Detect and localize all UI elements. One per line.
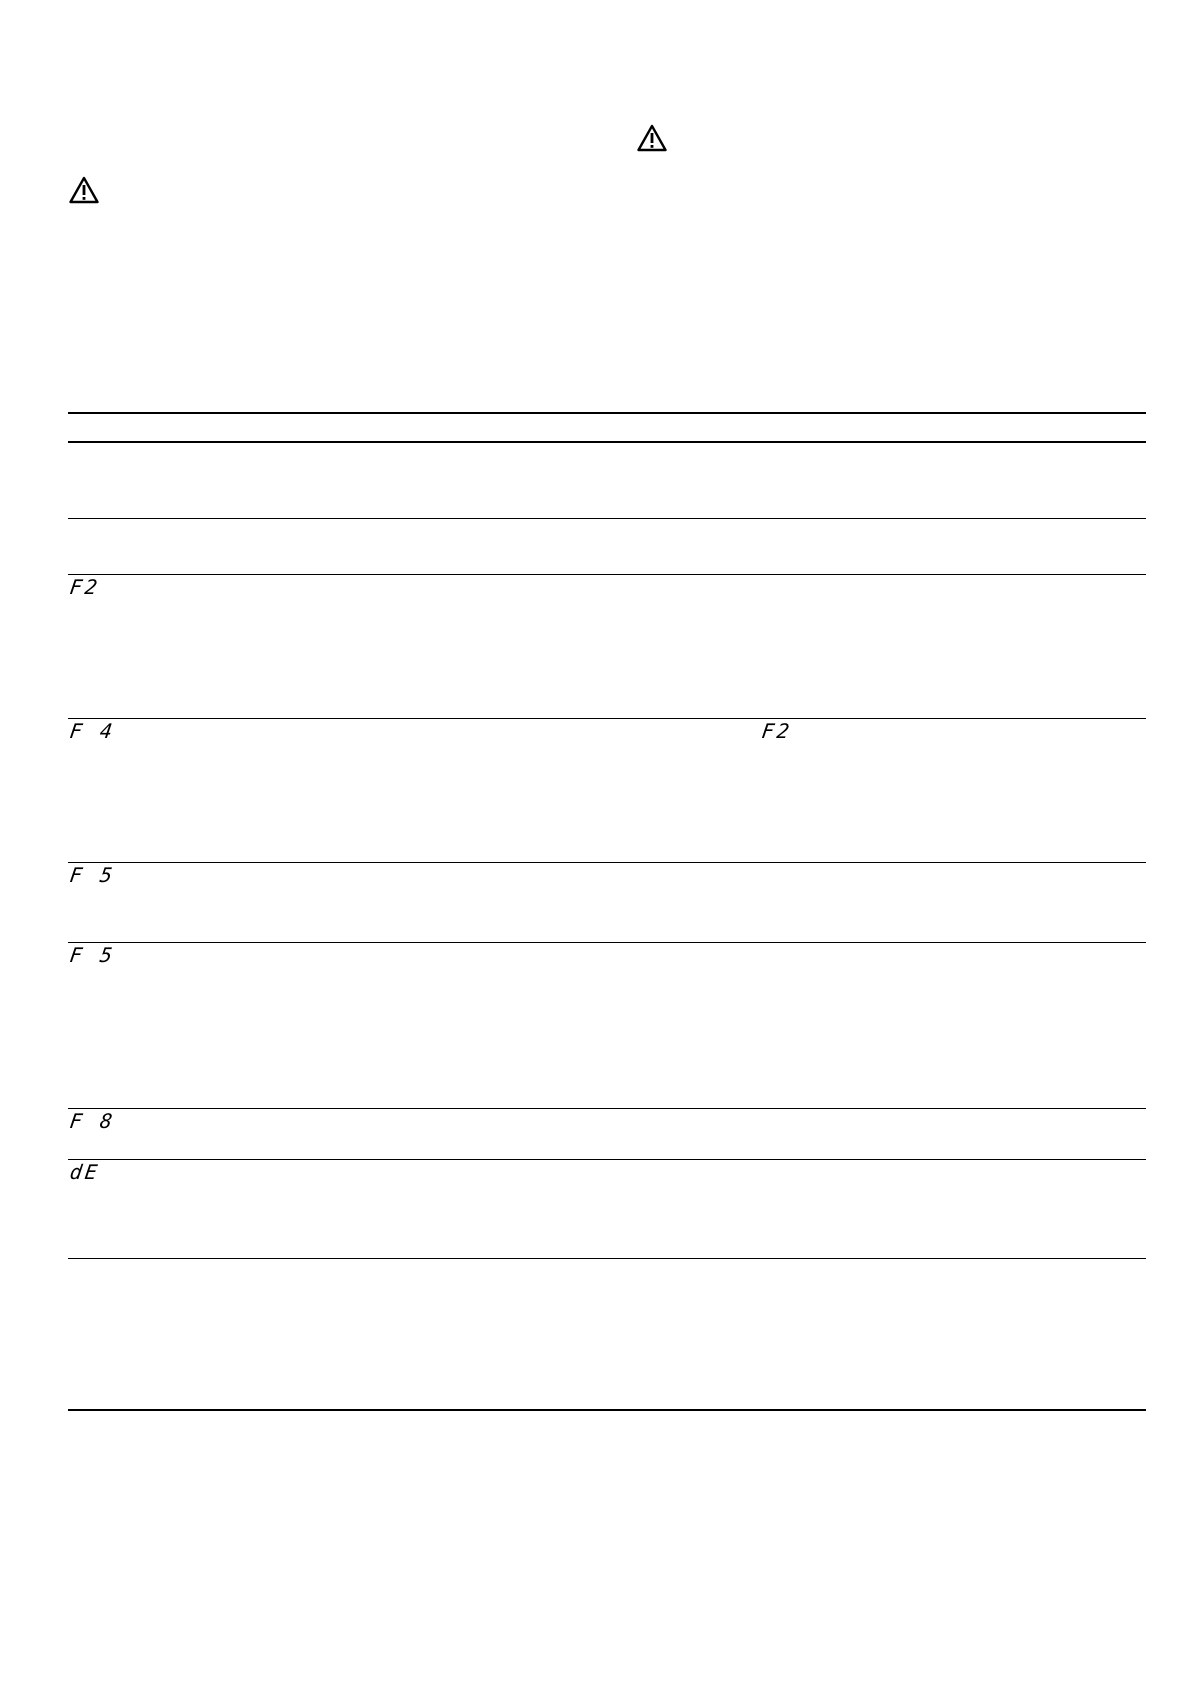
table-bottom-rule xyxy=(68,1409,1146,1411)
error-code: F 4 xyxy=(68,719,117,743)
table-row-divider xyxy=(68,574,1146,575)
warning-icon-right xyxy=(637,124,667,152)
error-code-inline: F2 xyxy=(760,719,794,743)
error-code: dE xyxy=(68,1160,102,1184)
warning-icon-left xyxy=(69,176,99,204)
table-top-rule xyxy=(68,412,1146,414)
table-row-divider xyxy=(68,1159,1146,1160)
warning-triangle-icon xyxy=(637,124,667,152)
table-row-divider xyxy=(68,518,1146,519)
table-row-divider xyxy=(68,942,1146,943)
error-code: F2 xyxy=(68,575,102,599)
table-header-rule xyxy=(68,441,1146,443)
table-row-divider xyxy=(68,1258,1146,1259)
table-row-divider xyxy=(68,1108,1146,1109)
error-code: F 5 xyxy=(68,863,117,887)
warning-triangle-icon xyxy=(69,176,99,204)
table-row-divider xyxy=(68,718,1146,719)
error-code: F 5 xyxy=(68,943,117,967)
table-row-divider xyxy=(68,862,1146,863)
error-code: F 8 xyxy=(68,1109,117,1133)
